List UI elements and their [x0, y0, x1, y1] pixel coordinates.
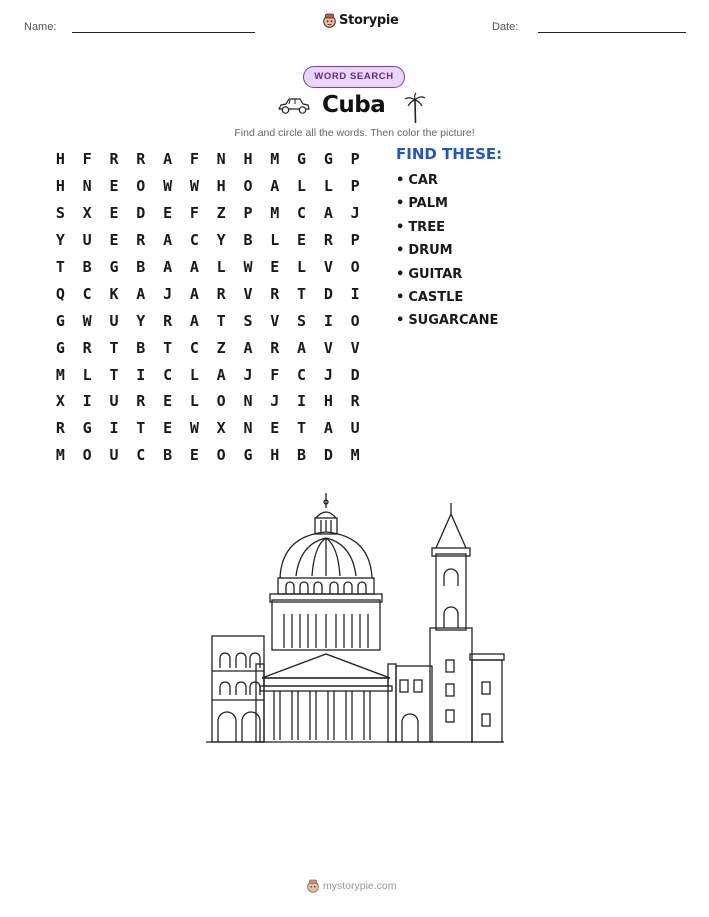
- word-list-title: FIND THESE:: [396, 145, 503, 163]
- grid-letter[interactable]: W: [243, 258, 253, 276]
- grid-letter[interactable]: R: [270, 284, 280, 303]
- grid-letter[interactable]: J: [163, 284, 173, 303]
- grid-letter[interactable]: A: [163, 150, 173, 169]
- grid-letter[interactable]: C: [189, 338, 199, 357]
- word-list-item: [396, 216, 502, 239]
- grid-letter[interactable]: R: [109, 150, 119, 169]
- palm-tree-icon: [404, 92, 426, 124]
- grid-letter[interactable]: E: [163, 392, 173, 411]
- grid-letter[interactable]: C: [163, 365, 173, 384]
- brand-logo: [323, 13, 399, 28]
- grid-letter[interactable]: A: [163, 258, 173, 276]
- grid-letter[interactable]: O: [350, 311, 360, 330]
- grid-letter[interactable]: J: [350, 204, 360, 223]
- grid-letter[interactable]: E: [297, 231, 307, 250]
- grid-letter[interactable]: E: [109, 204, 119, 223]
- grid-letter[interactable]: G: [55, 338, 65, 357]
- grid-row: [47, 415, 369, 442]
- grid-letter[interactable]: V: [323, 338, 333, 357]
- grid-letter[interactable]: A: [189, 311, 199, 330]
- grid-letter[interactable]: W: [189, 419, 199, 438]
- grid-letter[interactable]: P: [350, 150, 360, 169]
- grid-letter[interactable]: S: [297, 311, 307, 330]
- grid-letter[interactable]: T: [109, 365, 119, 384]
- grid-letter[interactable]: L: [216, 258, 226, 276]
- grid-letter[interactable]: O: [216, 446, 226, 465]
- grid-letter[interactable]: L: [189, 392, 199, 411]
- grid-letter[interactable]: R: [270, 338, 280, 357]
- grid-letter[interactable]: H: [323, 392, 333, 411]
- bullet: •: [396, 266, 405, 282]
- grid-letter[interactable]: D: [323, 446, 333, 465]
- grid-letter[interactable]: E: [163, 419, 173, 438]
- grid-letter[interactable]: V: [243, 284, 253, 303]
- grid-letter[interactable]: A: [323, 419, 333, 438]
- grid-letter[interactable]: D: [136, 204, 146, 223]
- date-line: [538, 32, 686, 33]
- grid-letter[interactable]: N: [243, 419, 253, 438]
- worksheet-header: [0, 0, 709, 50]
- grid-letter[interactable]: L: [189, 365, 199, 384]
- grid-letter[interactable]: U: [109, 311, 119, 330]
- word-label: CASTLE: [408, 289, 464, 305]
- grid-letter[interactable]: O: [136, 177, 146, 196]
- grid-letter[interactable]: U: [350, 419, 360, 438]
- grid-letter[interactable]: B: [243, 231, 253, 250]
- grid-letter[interactable]: D: [323, 284, 333, 303]
- grid-letter[interactable]: U: [109, 392, 119, 411]
- word-list-item: [396, 263, 502, 286]
- grid-letter[interactable]: C: [82, 284, 92, 303]
- grid-letter[interactable]: W: [163, 177, 173, 196]
- grid-letter[interactable]: A: [323, 204, 333, 223]
- grid-letter[interactable]: W: [82, 311, 92, 330]
- grid-letter[interactable]: I: [136, 365, 146, 384]
- grid-letter[interactable]: W: [189, 177, 199, 196]
- grid-letter[interactable]: A: [216, 365, 226, 384]
- grid-letter[interactable]: A: [136, 284, 146, 303]
- bullet: •: [396, 313, 405, 329]
- grid-letter[interactable]: C: [136, 446, 146, 465]
- grid-letter[interactable]: S: [243, 311, 253, 330]
- grid-letter[interactable]: M: [350, 446, 360, 465]
- grid-letter[interactable]: J: [270, 392, 280, 411]
- grid-letter[interactable]: L: [297, 177, 307, 196]
- grid-letter[interactable]: J: [243, 365, 253, 384]
- grid-row: [47, 334, 369, 361]
- grid-letter[interactable]: R: [323, 231, 333, 250]
- grid-letter[interactable]: Q: [55, 284, 65, 303]
- bullet: •: [396, 289, 405, 305]
- grid-letter[interactable]: M: [270, 150, 280, 169]
- grid-letter[interactable]: P: [350, 231, 360, 250]
- word-label: DRUM: [408, 243, 453, 259]
- grid-letter[interactable]: B: [136, 258, 146, 276]
- grid-letter[interactable]: I: [109, 419, 119, 438]
- grid-letter[interactable]: A: [163, 231, 173, 250]
- letter-grid: [47, 146, 369, 469]
- grid-letter[interactable]: I: [323, 311, 333, 330]
- grid-letter[interactable]: L: [323, 177, 333, 196]
- grid-letter[interactable]: R: [163, 311, 173, 330]
- grid-letter[interactable]: H: [55, 177, 65, 196]
- grid-letter[interactable]: D: [350, 365, 360, 384]
- grid-letter[interactable]: T: [109, 338, 119, 357]
- bullet: •: [396, 243, 405, 259]
- grid-letter[interactable]: L: [82, 365, 92, 384]
- grid-letter[interactable]: N: [82, 177, 92, 196]
- capitol-building-illustration: [200, 488, 510, 750]
- grid-row: [47, 388, 369, 415]
- grid-letter[interactable]: C: [189, 231, 199, 250]
- word-list-item: [396, 192, 502, 215]
- grid-letter[interactable]: Y: [136, 311, 146, 330]
- word-list-item: [396, 309, 502, 332]
- grid-letter[interactable]: B: [297, 446, 307, 465]
- grid-letter[interactable]: Z: [216, 204, 226, 223]
- footer: [307, 879, 397, 893]
- car-icon: [277, 96, 311, 116]
- grid-letter[interactable]: T: [136, 419, 146, 438]
- grid-letter[interactable]: G: [55, 311, 65, 330]
- grid-letter[interactable]: S: [55, 204, 65, 223]
- title-row: [0, 92, 709, 126]
- grid-letter[interactable]: Y: [216, 231, 226, 250]
- word-list-item: [396, 239, 502, 262]
- grid-letter[interactable]: G: [297, 150, 307, 169]
- grid-letter[interactable]: I: [297, 392, 307, 411]
- grid-letter[interactable]: I: [350, 284, 360, 303]
- grid-letter[interactable]: C: [297, 204, 307, 223]
- grid-row: [47, 442, 369, 469]
- grid-row: [47, 361, 369, 388]
- word-label: GUITAR: [408, 266, 463, 282]
- word-list-item: [396, 286, 502, 309]
- footer-url: mystorypie.com: [323, 880, 397, 892]
- name-line: [72, 32, 255, 33]
- grid-letter[interactable]: M: [55, 446, 65, 465]
- name-label: Name:: [24, 21, 57, 33]
- grid-letter[interactable]: F: [189, 150, 199, 169]
- grid-letter[interactable]: X: [55, 392, 65, 411]
- grid-row: [47, 173, 369, 200]
- instructions: Find and circle all the words. Then color the picture!: [234, 127, 475, 139]
- grid-letter[interactable]: B: [82, 258, 92, 276]
- grid-letter[interactable]: T: [297, 284, 307, 303]
- grid-letter[interactable]: R: [350, 392, 360, 411]
- grid-letter[interactable]: E: [109, 231, 119, 250]
- grid-letter[interactable]: U: [109, 446, 119, 465]
- grid-letter[interactable]: L: [270, 231, 280, 250]
- grid-letter[interactable]: T: [163, 338, 173, 357]
- grid-letter[interactable]: Y: [55, 231, 65, 250]
- grid-letter[interactable]: G: [82, 419, 92, 438]
- date-label: Date:: [492, 21, 519, 33]
- grid-letter[interactable]: H: [55, 150, 65, 169]
- word-label: PALM: [408, 196, 448, 212]
- bullet: •: [396, 196, 405, 212]
- grid-letter[interactable]: R: [136, 231, 146, 250]
- grid-letter[interactable]: O: [82, 446, 92, 465]
- grid-letter[interactable]: N: [216, 150, 226, 169]
- grid-letter[interactable]: N: [243, 392, 253, 411]
- grid-letter[interactable]: T: [216, 311, 226, 330]
- grid-letter[interactable]: M: [270, 204, 280, 223]
- word-search-badge: WORD SEARCH: [303, 66, 405, 88]
- grid-letter[interactable]: X: [216, 419, 226, 438]
- grid-letter[interactable]: B: [163, 446, 173, 465]
- grid-letter[interactable]: O: [216, 392, 226, 411]
- worksheet-title: Cuba: [322, 92, 386, 118]
- grid-letter[interactable]: J: [323, 365, 333, 384]
- grid-letter[interactable]: E: [109, 177, 119, 196]
- grid-letter[interactable]: E: [270, 258, 280, 276]
- grid-letter[interactable]: A: [189, 284, 199, 303]
- bullet: •: [396, 173, 405, 188]
- grid-letter[interactable]: G: [323, 150, 333, 169]
- grid-letter[interactable]: R: [55, 419, 65, 438]
- grid-letter[interactable]: C: [297, 365, 307, 384]
- grid-letter[interactable]: A: [189, 258, 199, 276]
- storypie-logo-icon: [323, 13, 336, 28]
- grid-letter[interactable]: R: [216, 284, 226, 303]
- grid-letter[interactable]: V: [270, 311, 280, 330]
- grid-letter[interactable]: H: [216, 177, 226, 196]
- grid-row: [47, 307, 369, 334]
- grid-letter[interactable]: I: [82, 392, 92, 411]
- grid-letter[interactable]: E: [270, 419, 280, 438]
- grid-letter[interactable]: F: [82, 150, 92, 169]
- grid-letter[interactable]: V: [350, 338, 360, 357]
- grid-letter[interactable]: E: [163, 204, 173, 223]
- grid-letter[interactable]: Z: [216, 338, 226, 357]
- grid-row: [47, 200, 369, 227]
- grid-row: [47, 146, 369, 173]
- grid-letter[interactable]: A: [243, 338, 253, 357]
- grid-row: [47, 280, 369, 307]
- grid-letter[interactable]: O: [243, 177, 253, 196]
- grid-letter[interactable]: X: [82, 204, 92, 223]
- grid-letter[interactable]: F: [270, 365, 280, 384]
- grid-letter[interactable]: U: [82, 231, 92, 250]
- grid-letter[interactable]: H: [270, 446, 280, 465]
- grid-letter[interactable]: E: [189, 446, 199, 465]
- grid-letter[interactable]: R: [136, 150, 146, 169]
- grid-letter[interactable]: R: [136, 392, 146, 411]
- word-label: TREE: [408, 219, 445, 235]
- grid-letter[interactable]: M: [55, 365, 65, 384]
- grid-letter[interactable]: V: [323, 258, 333, 276]
- grid-letter[interactable]: B: [136, 338, 146, 357]
- word-label: SUGARCANE: [408, 313, 499, 329]
- grid-letter[interactable]: H: [243, 150, 253, 169]
- grid-letter[interactable]: P: [243, 204, 253, 223]
- grid-letter[interactable]: R: [82, 338, 92, 357]
- grid-letter[interactable]: A: [297, 338, 307, 357]
- word-list-item: [396, 169, 502, 192]
- storypie-logo-icon: [307, 879, 319, 893]
- grid-letter[interactable]: A: [270, 177, 280, 196]
- grid-letter[interactable]: T: [55, 258, 65, 276]
- grid-row: [47, 254, 369, 281]
- word-label: CAR: [408, 173, 438, 188]
- grid-row: [47, 227, 369, 254]
- bullet: •: [396, 219, 405, 235]
- grid-letter[interactable]: L: [297, 258, 307, 276]
- grid-letter[interactable]: P: [350, 177, 360, 196]
- grid-letter[interactable]: T: [297, 419, 307, 438]
- word-list: [396, 145, 502, 333]
- grid-letter[interactable]: G: [109, 258, 119, 276]
- grid-letter[interactable]: F: [189, 204, 199, 223]
- brand-name: Storypie: [339, 13, 399, 28]
- grid-letter[interactable]: G: [243, 446, 253, 465]
- grid-letter[interactable]: O: [350, 258, 360, 276]
- grid-letter[interactable]: K: [109, 284, 119, 303]
